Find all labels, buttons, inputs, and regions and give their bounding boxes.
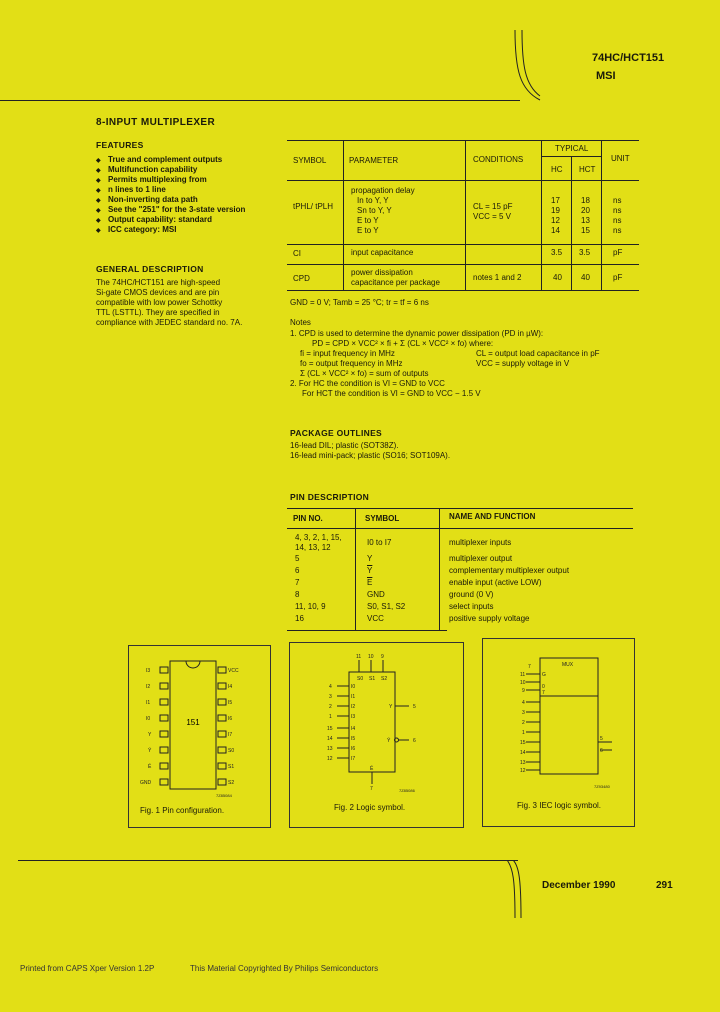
- svg-text:1: 1: [329, 714, 332, 720]
- svg-text:I6: I6: [228, 716, 233, 722]
- col-unit: UNIT: [611, 154, 630, 163]
- pin-row-3-name: enable input (active LOW): [449, 578, 542, 587]
- pin-row-3-symbol: $\overline{E}$: [367, 578, 373, 587]
- feature-item: ◆ Permits multiplexing from: [96, 175, 245, 185]
- col-hc: HC: [551, 165, 563, 174]
- svg-text:4: 4: [329, 684, 332, 690]
- spec-table: [287, 140, 639, 290]
- col-symbol: SYMBOL: [293, 156, 327, 165]
- row1-cond: CL = 15 pF VCC = 5 V: [473, 202, 513, 221]
- svg-text:Ē: Ē: [148, 764, 152, 770]
- pin-row-1-no: 5: [295, 554, 300, 563]
- svg-text:S0: S0: [357, 676, 364, 682]
- pin-desc-heading: PIN DESCRIPTION: [290, 492, 370, 502]
- svg-text:VCC: VCC: [228, 668, 239, 674]
- pin-row-1-name: multiplexer output: [449, 554, 513, 563]
- row1-hct: 18 20 13 15: [581, 196, 590, 235]
- notes-heading: Notes: [290, 318, 311, 327]
- col-hct: HCT: [579, 165, 596, 174]
- svg-text:12: 12: [520, 768, 526, 774]
- svg-text:2: 2: [522, 720, 525, 726]
- svg-text:7Z85084: 7Z85084: [216, 793, 232, 798]
- pin-row-4-symbol: GND: [367, 590, 385, 599]
- figure-3-caption: Fig. 3 IEC logic symbol.: [517, 801, 602, 810]
- svg-text:Ē: Ē: [370, 766, 374, 772]
- svg-text:13: 13: [520, 760, 526, 766]
- pin-col-name: NAME AND FUNCTION: [449, 512, 536, 521]
- page-number: 291: [656, 880, 673, 891]
- row3-hct: 40: [581, 273, 590, 282]
- pin-row-4-name: ground (0 V): [449, 590, 494, 599]
- row1-hc: 17 19 12 14: [551, 196, 560, 235]
- svg-text:Ȳ: Ȳ: [148, 748, 152, 754]
- row3-param: power dissipation capacitance per package: [351, 268, 440, 287]
- pin-row-5-symbol: S0, S1, S2: [367, 602, 406, 611]
- pin-row-0-symbol: I0 to I7: [367, 538, 392, 547]
- svg-text:S1: S1: [369, 676, 376, 682]
- pin-row-2-no: 6: [295, 566, 300, 575]
- row3-unit: pF: [613, 273, 623, 282]
- row3-symbol: CPD: [293, 274, 310, 283]
- features-heading: FEATURES: [96, 140, 144, 150]
- pin-row-0-no: 4, 3, 2, 1, 15, 14, 13, 12: [295, 533, 342, 552]
- pin-row-6-symbol: VCC: [367, 614, 384, 623]
- svg-text:5: 5: [600, 736, 603, 742]
- svg-text:S0: S0: [228, 748, 235, 754]
- svg-text:7Z85086: 7Z85086: [399, 788, 415, 793]
- svg-text:3: 3: [522, 710, 525, 716]
- row1-param: propagation delay In to Y, Y Sn to Y, Y E to Y E to Y: [351, 186, 415, 235]
- pin-row-5-name: select inputs: [449, 602, 494, 611]
- pin-row-2-symbol: $\overline{Y}$: [367, 566, 373, 575]
- svg-text:S2: S2: [228, 780, 235, 786]
- figure-1-caption: Fig. 1 Pin configuration.: [140, 806, 225, 815]
- svg-text:I1: I1: [351, 694, 356, 700]
- svg-text:11: 11: [520, 672, 526, 678]
- footer-date: December 1990: [542, 880, 616, 891]
- svg-text:12: 12: [327, 756, 333, 762]
- svg-text:Ȳ: Ȳ: [387, 738, 391, 744]
- feature-item: ◆ See the "251" for the 3-state version: [96, 205, 245, 215]
- conditions-line: GND = 0 V; Tamb = 25 °C; tr = tf = 6 ns: [290, 298, 429, 307]
- row2-param: input capacitance: [351, 248, 414, 257]
- row2-symbol: CI: [293, 249, 301, 258]
- svg-text:Y: Y: [389, 704, 393, 710]
- svg-text:13: 13: [327, 746, 333, 752]
- general-heading: GENERAL DESCRIPTION: [96, 264, 204, 274]
- col-parameter: PARAMETER: [349, 156, 399, 165]
- svg-text:I5: I5: [351, 736, 356, 742]
- svg-text:I2: I2: [351, 704, 356, 710]
- svg-text:I0: I0: [146, 716, 151, 722]
- svg-text:6: 6: [600, 748, 603, 754]
- print-note-left: Printed from CAPS Xper Version 1.2P: [20, 964, 155, 973]
- svg-text:I4: I4: [228, 684, 233, 690]
- row2-hct: 3.5: [579, 248, 591, 257]
- svg-text:G: G: [542, 672, 546, 678]
- svg-text:9: 9: [522, 688, 525, 694]
- svg-text:I1: I1: [146, 700, 151, 706]
- logic-symbol-diagram: [289, 642, 463, 802]
- package-lines: 16-lead DIL; plastic (SOT38Z). 16-lead mini-pack; plastic (SO16; SOT109A).: [290, 441, 451, 460]
- svg-text:I3: I3: [146, 668, 151, 674]
- row2-unit: pF: [613, 248, 623, 257]
- feature-item: ◆ Multifunction capability: [96, 165, 245, 175]
- iec-logic-symbol-diagram: [482, 638, 634, 798]
- svg-text:5: 5: [413, 704, 416, 710]
- pin-row-0-name: multiplexer inputs: [449, 538, 512, 547]
- svg-text:14: 14: [327, 736, 333, 742]
- header-curve: [510, 30, 550, 105]
- feature-item-cont: ◆ n lines to 1 line: [96, 185, 245, 195]
- svg-text:S1: S1: [228, 764, 235, 770]
- feature-item: ◆ Output capability: standard: [96, 215, 245, 225]
- col-typical: TYPICAL: [555, 144, 589, 153]
- series-label: MSI: [596, 70, 616, 82]
- svg-text:I5: I5: [228, 700, 233, 706]
- col-conditions: CONDITIONS: [473, 155, 524, 164]
- notes-body: 1. CPD is used to determine the dynamic power dissipation (PD in µW): PD = CPD × VCC² × fi + Σ (CL × VCC² × fo) where: fi = input frequency in MHz CL = output load capacitance in pF fo = output frequency in MHz VCC = supply voltage in V Σ (CL × VCC² × fo) = sum of outputs 2. For HC the condition is VI = GND to VCC For HCT the condition is VI = GND to VCC − 1.5 V: [290, 329, 600, 398]
- svg-text:7: 7: [370, 786, 373, 792]
- svg-text:MUX: MUX: [562, 662, 574, 668]
- pin-row-2-name: complementary multiplexer output: [449, 566, 570, 575]
- feature-item: ◆ True and complement outputs: [96, 155, 245, 165]
- pin-col-no: PIN NO.: [293, 514, 323, 523]
- svg-text:I6: I6: [351, 746, 356, 752]
- svg-text:10: 10: [368, 654, 374, 660]
- figure-2-caption: Fig. 2 Logic symbol.: [334, 803, 406, 812]
- svg-text:GND: GND: [140, 780, 152, 786]
- svg-text:14: 14: [520, 750, 526, 756]
- svg-text:15: 15: [327, 726, 333, 732]
- svg-text:I4: I4: [351, 726, 356, 732]
- pin-col-symbol: SYMBOL: [365, 514, 400, 523]
- svg-text:10: 10: [520, 680, 526, 686]
- row3-cond: notes 1 and 2: [473, 273, 522, 282]
- general-description: The 74HC/HCT151 are high-speed Si-gate CMOS devices and are pin compatible with low power Schottky TTL (LSTTL). They are specified in compliance with JEDEC standard no. 7A.: [96, 278, 243, 327]
- svg-text:I7: I7: [351, 756, 356, 762]
- svg-text:9: 9: [381, 654, 384, 660]
- svg-text:1: 1: [522, 730, 525, 736]
- svg-text:0: 0: [542, 684, 545, 690]
- svg-text:7: 7: [528, 664, 531, 670]
- svg-text:7Z93480: 7Z93480: [594, 784, 610, 789]
- svg-text:Y: Y: [148, 732, 152, 738]
- pin-row-1-symbol: Y: [367, 554, 373, 563]
- row2-hc: 3.5: [551, 248, 563, 257]
- pin-configuration-diagram: [128, 645, 270, 805]
- svg-text:4: 4: [522, 700, 525, 706]
- features-list: [96, 155, 245, 235]
- row1-unit: ns ns ns ns: [613, 196, 622, 235]
- package-heading: PACKAGE OUTLINES: [290, 428, 383, 438]
- print-note-right: This Material Copyrighted By Philips Semiconductors: [190, 964, 379, 973]
- row1-symbol: tPHL/ tPLH: [293, 202, 334, 211]
- part-number: 74HC/HCT151: [592, 52, 665, 64]
- svg-text:I2: I2: [146, 684, 151, 690]
- svg-text:3: 3: [329, 694, 332, 700]
- pin-row-4-no: 8: [295, 590, 300, 599]
- pin-row-6-no: 16: [295, 614, 304, 623]
- svg-text:S2: S2: [381, 676, 388, 682]
- svg-text:7: 7: [542, 690, 545, 696]
- svg-text:I7: I7: [228, 732, 233, 738]
- pin-row-3-no: 7: [295, 578, 300, 587]
- pin-table: [287, 508, 633, 630]
- svg-text:151: 151: [186, 718, 200, 727]
- row3-hc: 40: [553, 273, 562, 282]
- feature-item: ◆ ICC category: MSI: [96, 225, 245, 235]
- svg-text:6: 6: [413, 738, 416, 744]
- pin-row-6-name: positive supply voltage: [449, 614, 530, 623]
- footer-curve: [505, 860, 535, 920]
- svg-text:11: 11: [356, 654, 362, 660]
- svg-text:15: 15: [520, 740, 526, 746]
- svg-text:I3: I3: [351, 714, 356, 720]
- svg-text:I0: I0: [351, 684, 356, 690]
- pin-row-5-no: 11, 10, 9: [295, 602, 326, 611]
- page-title: 8-INPUT MULTIPLEXER: [96, 117, 216, 128]
- feature-item: ◆ Non-inverting data path: [96, 195, 245, 205]
- svg-text:2: 2: [329, 704, 332, 710]
